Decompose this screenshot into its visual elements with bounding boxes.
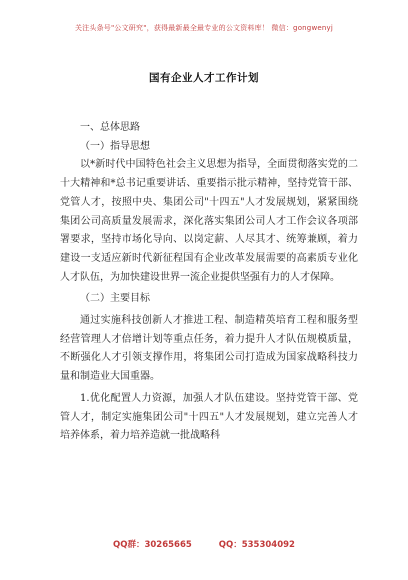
paragraph-guiding-ideology: 以*新时代中国特色社会主义思想为指导，全面贯彻落实党的二十大精神和*总书记重要讲话、重要指示批示精神，坚持党管干部、党管人才，按照中央、集团公司"十四五"人才发展规划，紧紧围绕集团公司高质量发展需求，深化落实集团公司人才工作会议各项部署要求，坚持市场化导向、以岗定薪、人尽其才、统筹兼顾，着力建设一支适应新时代新征程国有企业改革发展需要的高素质专业化人才队伍，为加快建设世界一流企业提供坚强有力的人才保障。 [60, 159, 358, 283]
document-title: 国有企业人才工作计划 [149, 72, 259, 84]
paragraph-item-1: 1.优化配置人力资源，加强人才队伍建设。坚持党管干部、党管人才，制定实施集团公司"十四五"人才发展规划，建立完善人才培养体系，着力培养造就一批战略科 [60, 392, 358, 442]
qq-group-number: QQ群：30265665 [113, 540, 192, 550]
subheading-main-goals: （二）主要目标 [80, 293, 150, 305]
promo-banner: 关注头条号"公文研究"，获得最新最全最专业的公文资料库！ 微信：gongwenyj [74, 24, 334, 32]
paragraph-main-goals: 通过实施科技创新人才推进工程、制造精英培育工程和服务型经营管理人才倍增计划等重点任务，着力提升人才队伍规模质量，不断强化人才引领支撑作用，将集团公司打造成为国家战略科技力量和制造业大国重器。 [60, 315, 358, 383]
subheading-guiding-ideology: （一）指导思想 [80, 140, 150, 152]
contact-footer [0, 538, 408, 550]
qq-number: QQ：535304092 [218, 540, 295, 550]
document-body [60, 119, 358, 446]
section-heading-general-approach: 一、总体思路 [80, 122, 140, 133]
